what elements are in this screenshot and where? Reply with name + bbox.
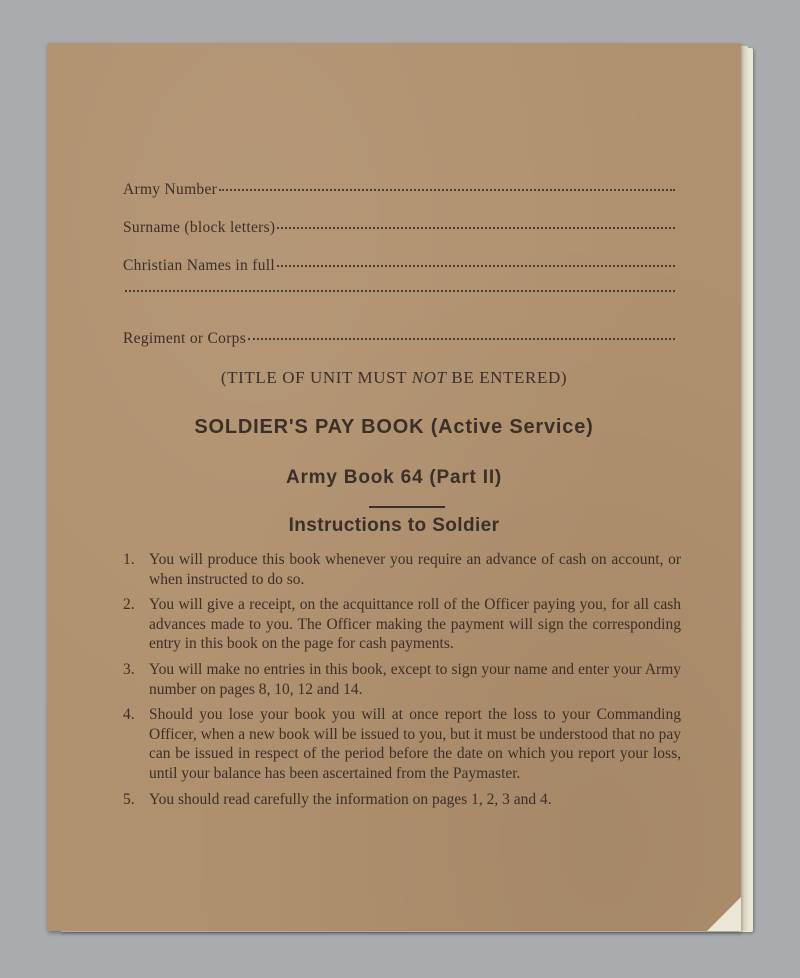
instruction-text: You will produce this book whenever you require an advance of cash on account, or when instructed to do so. [149,551,681,588]
pay-book-cover [47,43,741,931]
instruction-number: 3. [123,660,135,678]
surname-dotted-line [277,227,675,229]
title-divider [369,506,445,508]
regiment-dotted-line [248,338,675,340]
army-number-field [123,181,675,199]
instruction-text: You will make no entries in this book, except to sign your name and enter your Army number on pages 8, 10, 12 and 14. [149,660,681,698]
instruction-number: 4. [123,706,135,724]
instruction-item [123,705,681,783]
surname-label: Surname (block letters) [123,219,276,236]
instruction-item [123,550,681,589]
instruction-item [123,790,681,810]
instruction-text: You will give a receipt, on the acquittance roll of the Officer paying you, for all cash advances made to you. The Officer making the payment will sign the corresponding entry in this book on the page for cash payments. [149,596,681,653]
title-note-emphasis: NOT [411,368,447,387]
book-subtitle: Army Book 64 (Part II) [285,467,503,488]
instruction-item [123,595,681,654]
instruction-text: Should you lose your book you will at once report the loss to your Commanding Officer, when a new book will be issued to you, but it must be understood that no pay can be issued in respect of the period before the date on which you report your loss, until your balance has been ascertained from the Paymaster. [149,706,681,782]
title-note [47,368,741,388]
instruction-item [123,660,681,699]
christian-names-continuation-field [123,293,675,295]
regiment-field [123,330,675,348]
christian-names-field [123,257,675,275]
instruction-number: 1. [123,551,135,568]
regiment-label: Regiment or Corps [123,330,247,347]
instruction-number: 5. [123,790,135,808]
surname-field [123,219,675,237]
instructions-list [123,550,681,815]
title-note-after: BE ENTERED) [446,368,568,387]
book-title: SOLDIER'S PAY BOOK (Active Service) [194,416,594,438]
instruction-text: You should read carefully the information on pages 1, 2, 3 and 4. [149,790,552,808]
continuation-dotted-line [125,290,675,292]
title-note-before: (TITLE OF UNIT MUST [220,368,412,387]
army-number-dotted-line [219,189,675,191]
instruction-number: 2. [123,596,135,614]
folded-corner [707,897,741,931]
christian-names-label: Christian Names in full [123,257,275,274]
army-number-label: Army Number [123,181,218,198]
christian-names-dotted-line [277,265,675,267]
instructions-heading: Instructions to Soldier [288,515,500,536]
